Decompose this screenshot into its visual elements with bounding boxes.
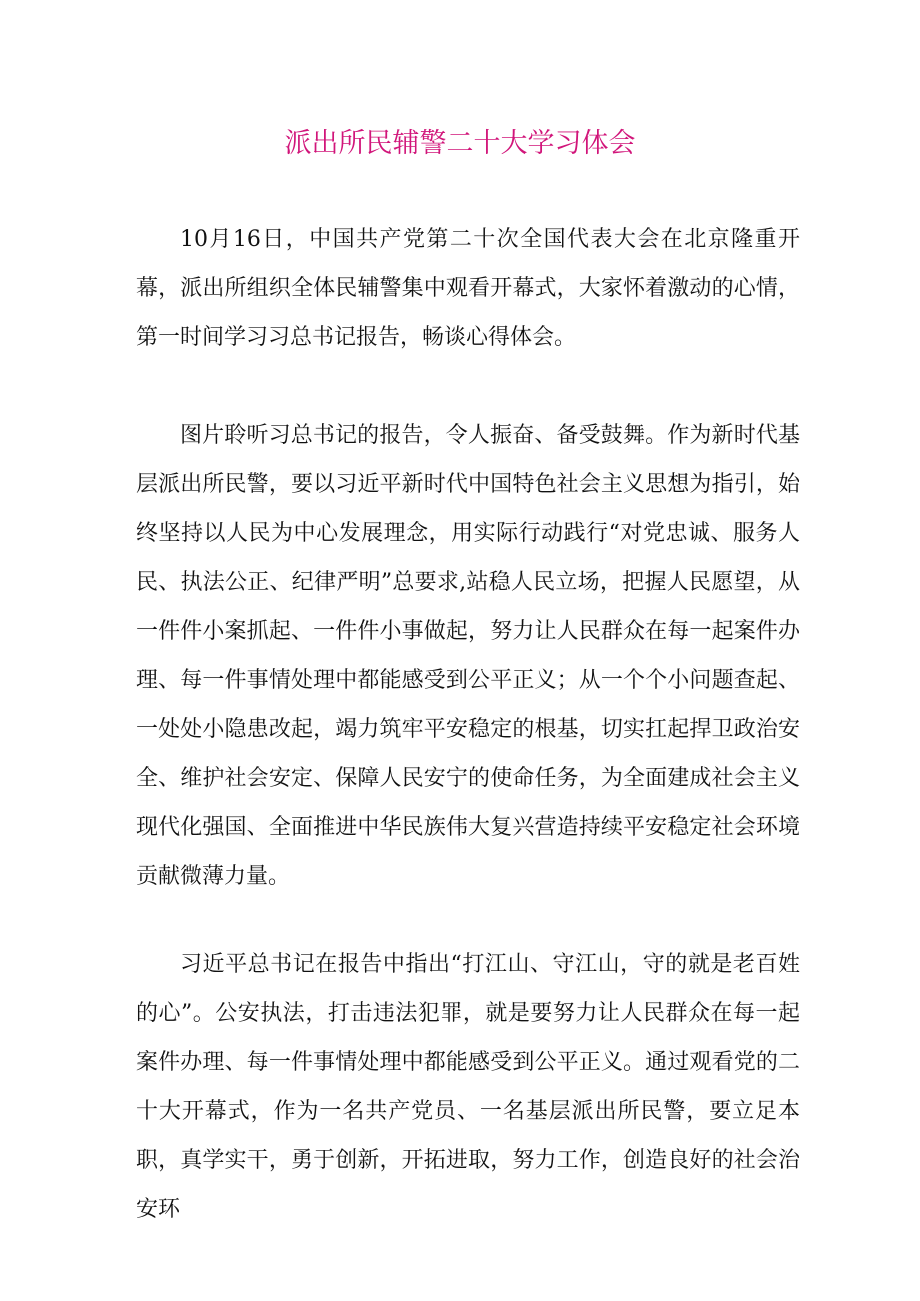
paragraph-1: 10月16日，中国共产党第二十次全国代表大会在北京隆重开幕，派出所组织全体民辅警集中观看开幕式，大家怀着激动的心情，第一时间学习习总书记报告，畅谈心得体会。 — [136, 227, 800, 350]
paragraph-3: 习近平总书记在报告中指出“打江山、守江山，守的就是老百姓的心”。公安执法，打击违法犯罪，就是要努力让人民群众在每一起案件办理、每一件事情处理中都能感受到公平正义。通过观看党的二十大开幕式，作为一名共产党员、一名基层派出所民警，要立足本职，真学实干，勇于创新，开拓进取，努力工作，创造良好的社会治安环 — [136, 952, 800, 1222]
paragraph-2: 图片聆听习总书记的报告，令人振奋、备受鼓舞。作为新时代基层派出所民警，要以习近平新时代中国特色社会主义思想为指引，始终坚持以人民为中心发展理念，用实际行动践行“对党忠诚、服务人民、执法公正、纪律严明”总要求,站稳人民立场，把握人民愿望，从一件件小案抓起、一件件小事做起，努力让人民群众在每一起案件办理、每一件事情处理中都能感受到公平正义；从一个个小问题查起、一处处小隐患改起，竭力筑牢平安稳定的根基，切实扛起捍卫政治安全、维护社会安定、保障人民安宁的使命任务，为全面建成社会主义现代化强国、全面推进中华民族伟大复兴营造持续平安稳定社会环境贡献微薄力量。 — [136, 423, 800, 889]
document-title: 派出所民辅警二十大学习体会 — [284, 128, 636, 159]
